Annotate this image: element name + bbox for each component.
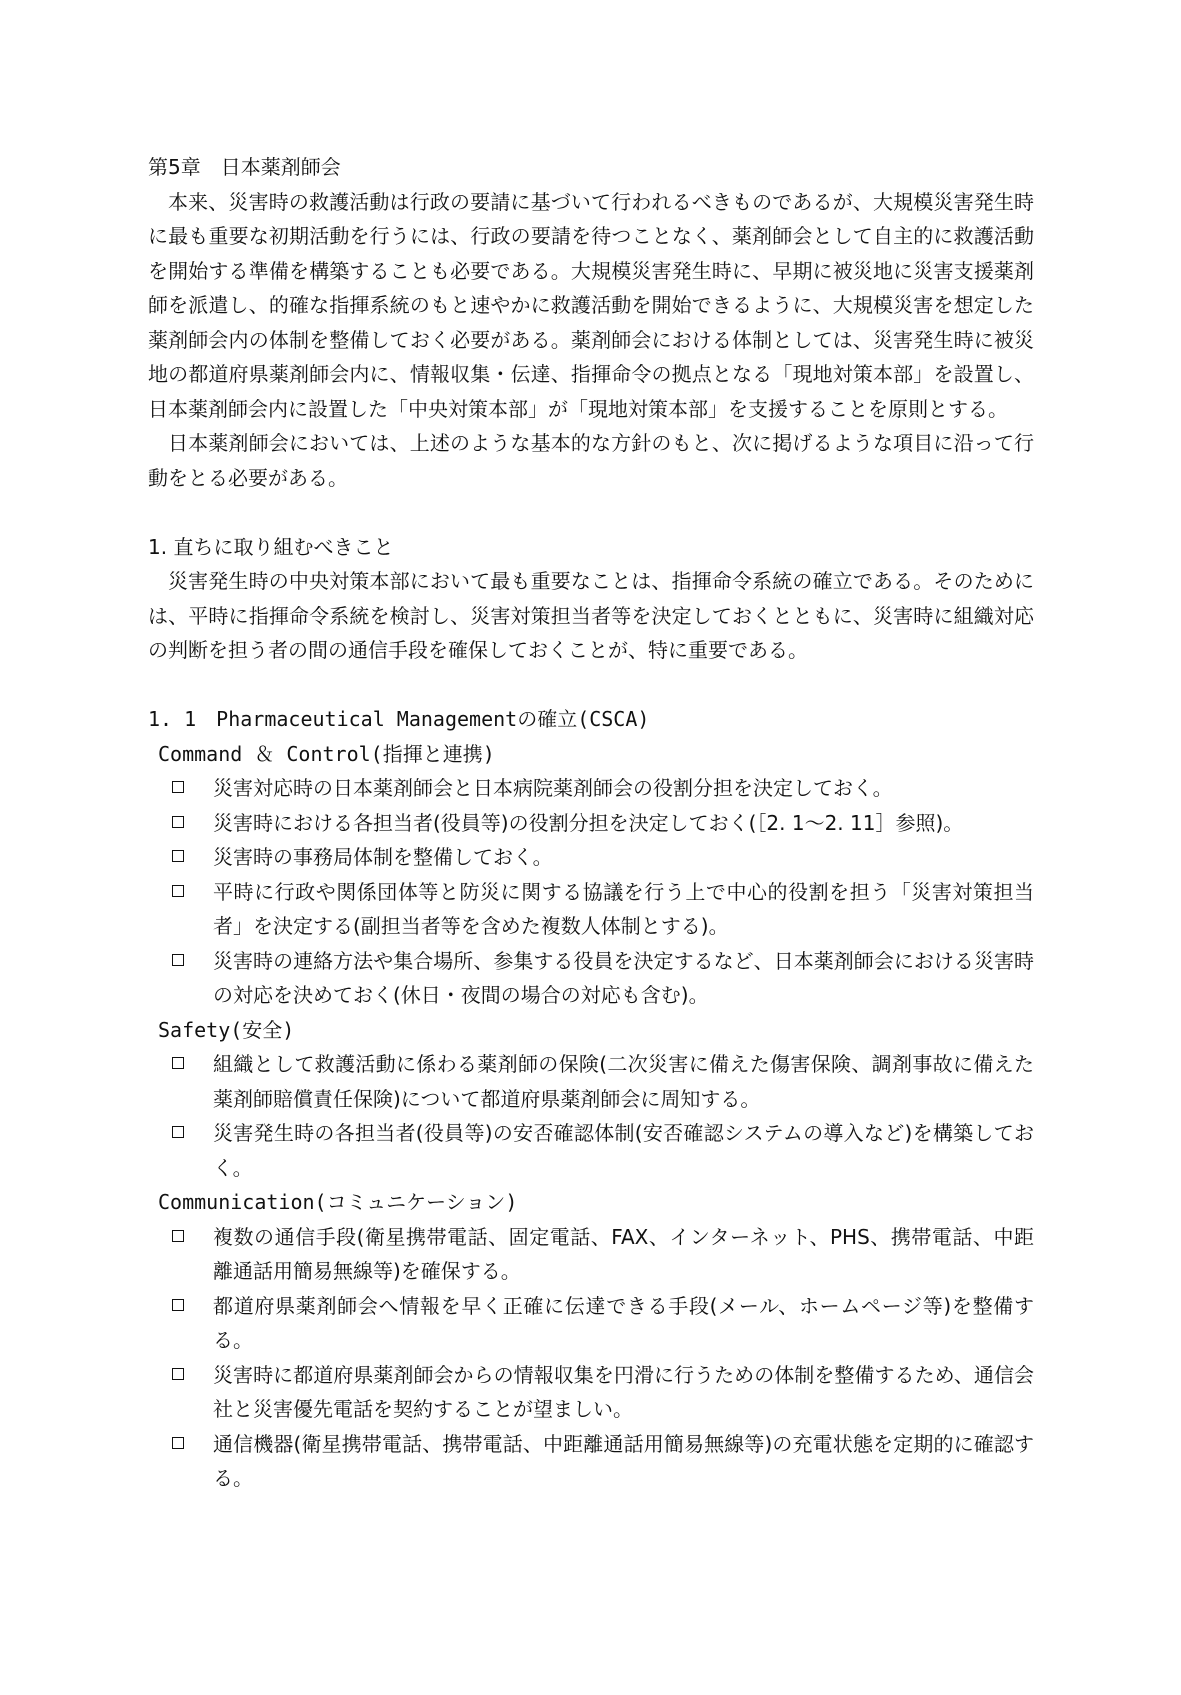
checkbox-icon (172, 781, 184, 793)
checklist-safety (148, 1047, 1034, 1185)
spacer (148, 495, 1034, 530)
checklist-command-control (148, 771, 1034, 1013)
checklist-item-text: 組織として救護活動に係わる薬剤師の保険(二次災害に備えた傷害保険、調剤事故に備えた薬剤師賠償責任保険)について都道府県薬剤師会に周知する。 (213, 1052, 1034, 1111)
checklist-item-text: 災害時に都道府県薬剤師会からの情報収集を円滑に行うための体制を整備するため、通信会社と災害優先電話を契約することが望ましい。 (213, 1362, 1034, 1421)
checklist-item (148, 1116, 1034, 1185)
section-heading-1: 1. 直ちに取り組むべきこと (148, 534, 394, 559)
checklist-item-text: 都道府県薬剤師会へ情報を早く正確に伝達できる手段(メール、ホームページ等)を整備する。 (213, 1293, 1034, 1352)
checklist-item (148, 771, 1034, 806)
checklist-item (148, 875, 1034, 944)
section-heading-1-1: 1. 1 Pharmaceutical Managementの確立(CSCA) (148, 707, 650, 731)
group-communication (148, 1185, 1034, 1496)
checklist-item-text: 災害対応時の日本薬剤師会と日本病院薬剤師会の役割分担を決定しておく。 (213, 776, 893, 800)
checklist-item (148, 1289, 1034, 1358)
checkbox-icon (172, 885, 184, 897)
subsection-title-safety: Safety(安全) (158, 1017, 295, 1042)
checkbox-icon (172, 1368, 184, 1380)
checklist-item (148, 1220, 1034, 1289)
group-safety (148, 1013, 1034, 1186)
checklist-communication (148, 1220, 1034, 1496)
intro-paragraph-1: 本来、災害時の救護活動は行政の要請に基づいて行われるべきものであるが、大規模災害発生時に最も重要な初期活動を行うには、行政の要請を待つことなく、薬剤師会として自主的に救護活動を開始する準備を構築することも必要である。大規模災害発生時に、早期に被災地に災害支援薬剤師を派遣し、的確な指揮系統のもと速やかに救護活動を開始できるように、大規模災害を想定した薬剤師会内の体制を整備しておく必要がある。薬剤師会における体制としては、災害発生時に被災地の都道府県薬剤師会内に、情報収集・伝達、指揮命令の拠点となる「現地対策本部」を設置し、日本薬剤師会内に設置した「中央対策本部」が「現地対策本部」を支援することを原則とする。 (148, 189, 1034, 421)
checkbox-icon (172, 1230, 184, 1242)
checkbox-icon (172, 1057, 184, 1069)
document-page (148, 150, 1034, 1496)
checkbox-icon (172, 954, 184, 966)
checklist-item (148, 840, 1034, 875)
checkbox-icon (172, 816, 184, 828)
checkbox-icon (172, 1299, 184, 1311)
section-1-paragraph: 災害発生時の中央対策本部において最も重要なことは、指揮命令系統の確立である。そのためには、平時に指揮命令系統を検討し、災害対策担当者等を決定しておくとともに、災害時に組織対応の判断を担う者の間の通信手段を確保しておくことが、特に重要である。 (148, 569, 1034, 662)
checkbox-icon (172, 1437, 184, 1449)
checklist-item-text: 災害時の事務局体制を整備しておく。 (213, 845, 553, 869)
checklist-item (148, 1047, 1034, 1116)
checklist-item-text: 平時に行政や関係団体等と防災に関する協議を行う上で中心的役割を担う「災害対策担当者」を決定する(副担当者等を含めた複数人体制とする)。 (213, 879, 1034, 938)
checklist-item-text: 災害発生時の各担当者(役員等)の安否確認体制(安否確認システムの導入など)を構築しておく。 (213, 1121, 1034, 1180)
group-command-control (148, 737, 1034, 1013)
checklist-item-text: 災害時における各担当者(役員等)の役割分担を決定しておく(［2. 1～2. 11］参照)。 (213, 810, 964, 835)
checkbox-icon (172, 850, 184, 862)
checklist-item-text: 複数の通信手段(衛星携帯電話、固定電話、FAX、インターネット、PHS、携帯電話、中距離通話用簡易無線等)を確保する。 (213, 1224, 1034, 1283)
subsection-title-command-control: Command ＆ Control(指揮と連携) (158, 741, 495, 766)
intro-paragraph-2: 日本薬剤師会においては、上述のような基本的な方針のもと、次に掲げるような項目に沿って行動をとる必要がある。 (148, 431, 1034, 490)
spacer (148, 668, 1034, 703)
checklist-item (148, 1427, 1034, 1496)
chapter-title: 第5章 日本薬剤師会 (148, 155, 341, 179)
checklist-item (148, 806, 1034, 841)
checklist-item (148, 944, 1034, 1013)
checkbox-icon (172, 1126, 184, 1138)
subsection-title-communication: Communication(コミュニケーション) (158, 1190, 518, 1214)
checklist-item-text: 災害時の連絡方法や集合場所、参集する役員を決定するなど、日本薬剤師会における災害時の対応を決めておく(休日・夜間の場合の対応も含む)。 (213, 948, 1034, 1007)
checklist-item (148, 1358, 1034, 1427)
checklist-item-text: 通信機器(衛星携帯電話、携帯電話、中距離通話用簡易無線等)の充電状態を定期的に確認する。 (213, 1431, 1034, 1490)
